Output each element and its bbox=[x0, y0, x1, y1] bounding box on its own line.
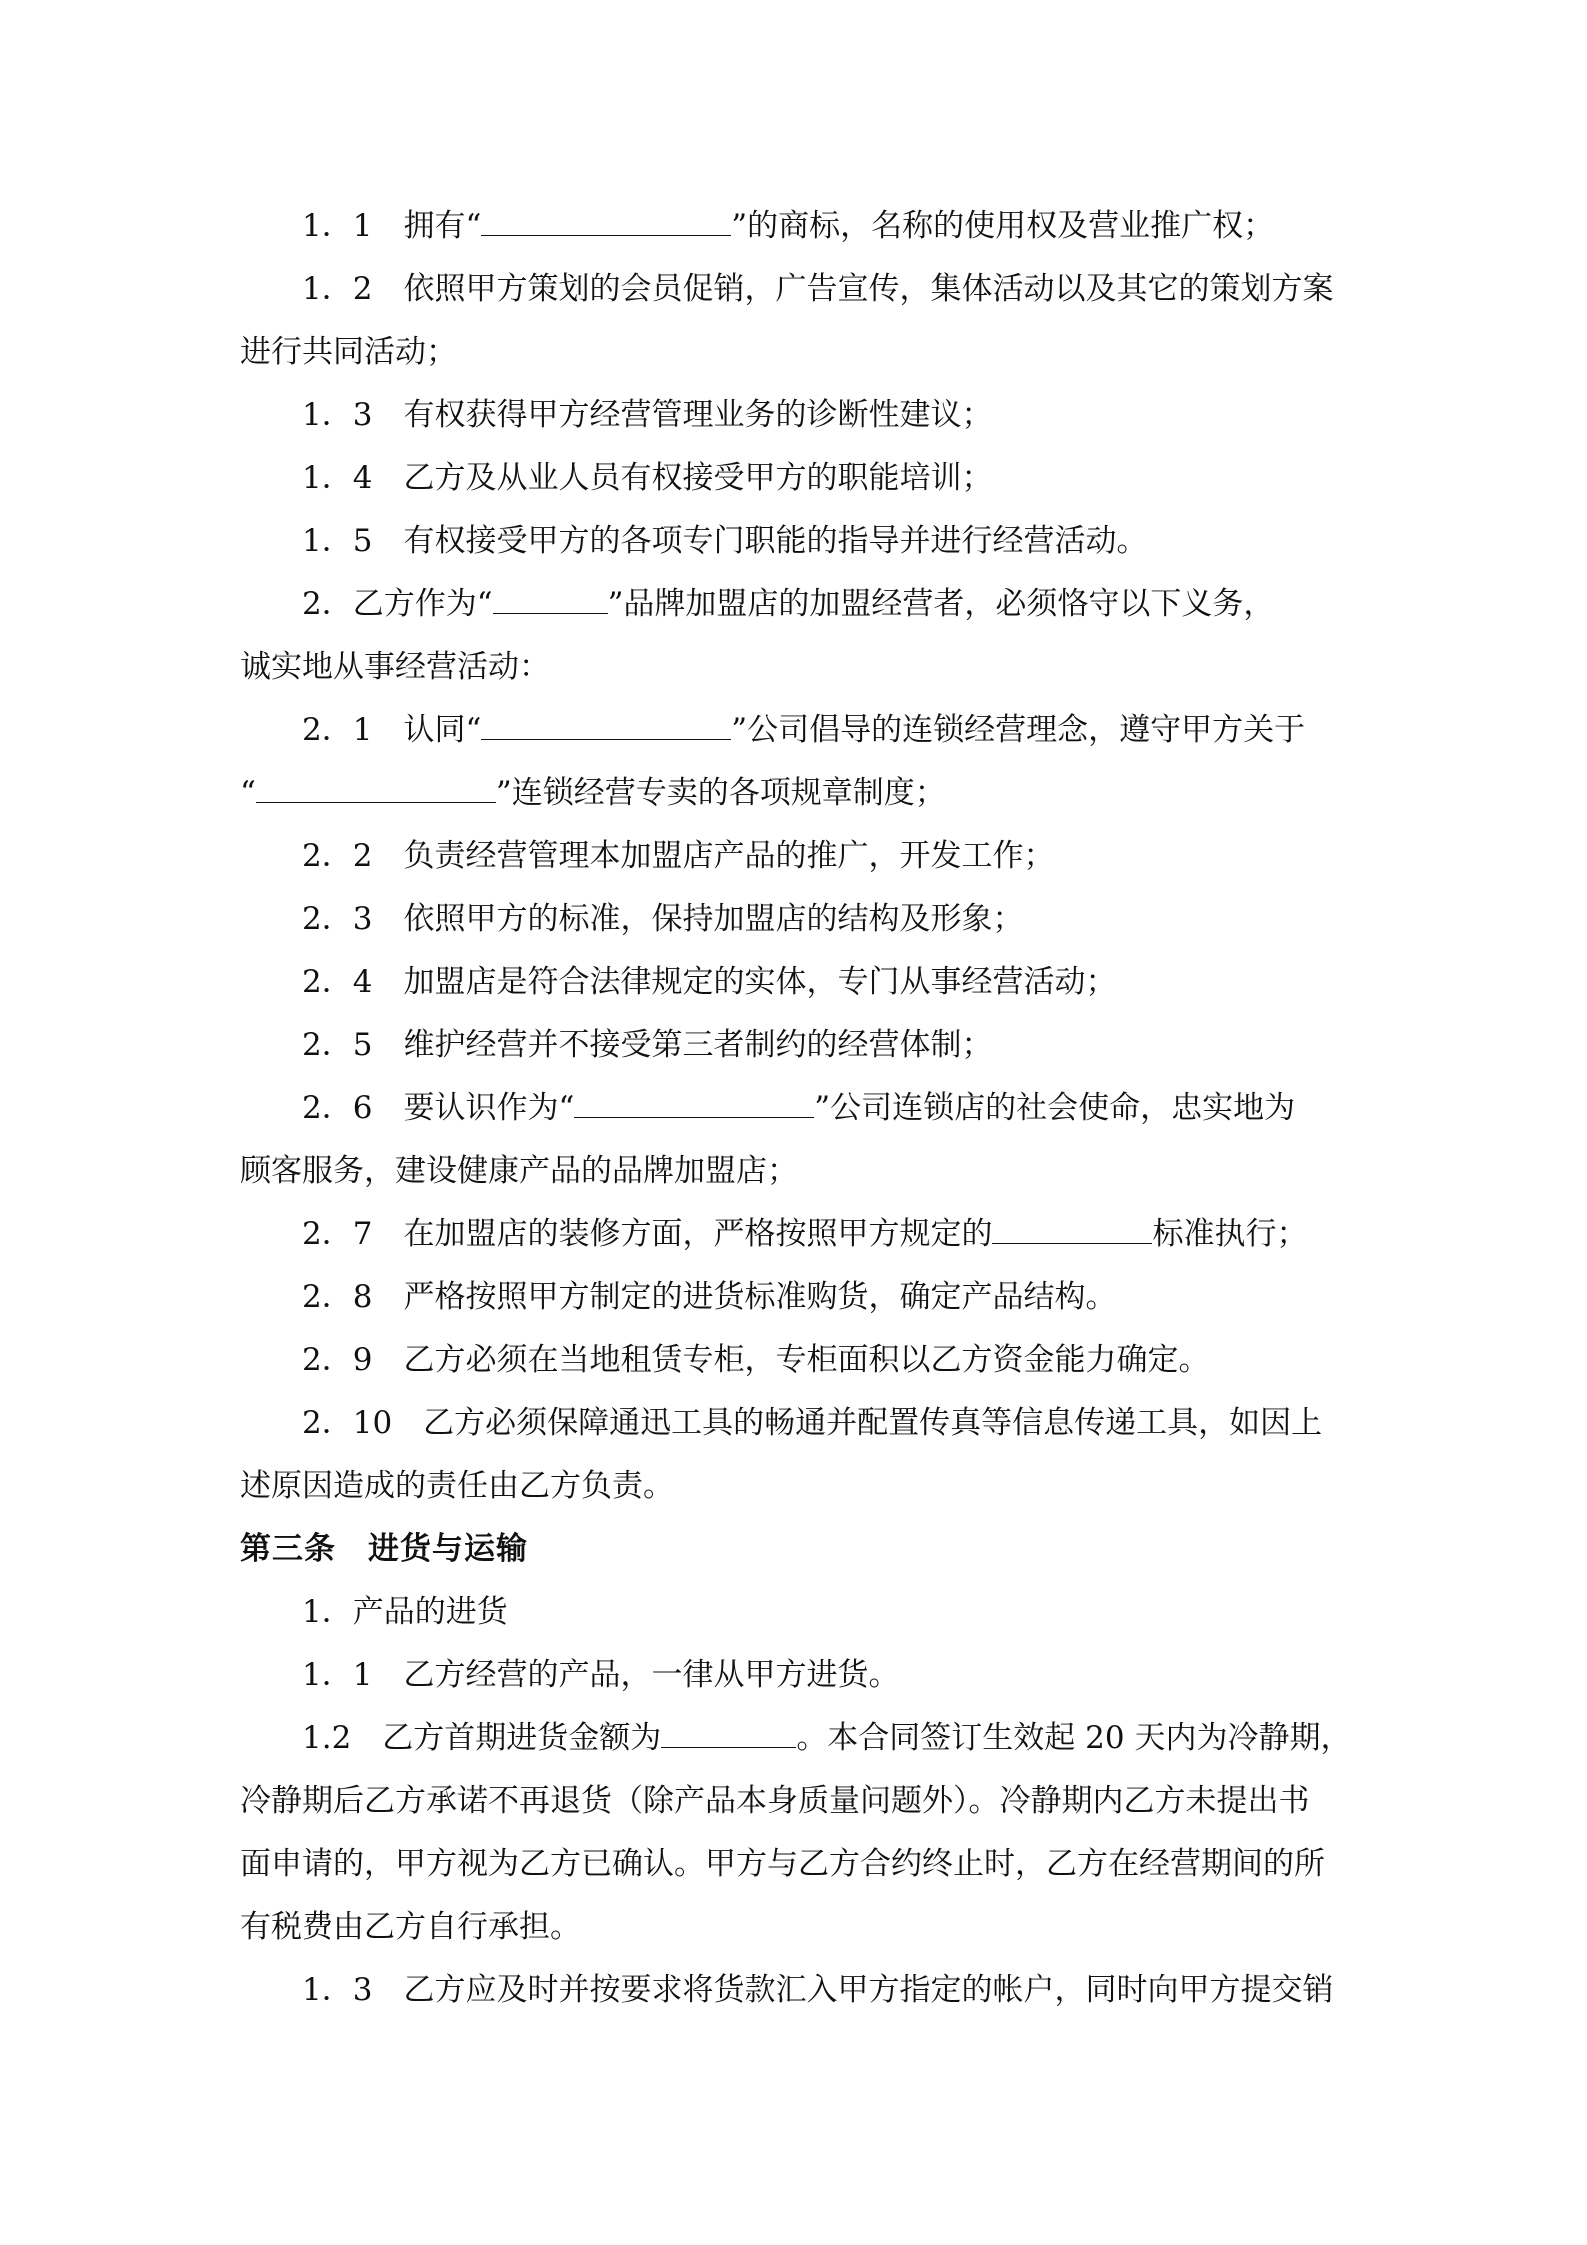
clause-2-1 bbox=[240, 699, 1350, 762]
blank-field bbox=[992, 1215, 1152, 1244]
clause-text: 诚实地从事经营活动： bbox=[240, 649, 550, 685]
clause-text: 冷静期后乙方承诺不再退货（除产品本身质量问题外）。冷静期内乙方未提出书 bbox=[240, 1783, 1310, 1819]
clause-text: 1．1 乙方经营的产品，一律从甲方进货。 bbox=[302, 1657, 900, 1693]
clause-text: 2．3 依照甲方的标准，保持加盟店的结构及形象； bbox=[302, 901, 1024, 937]
clause-text: 2．9 乙方必须在当地租赁专柜，专柜面积以乙方资金能力确定。 bbox=[302, 1342, 1210, 1378]
clause-1-4 bbox=[240, 447, 1350, 510]
clause-2-6 bbox=[240, 1077, 1350, 1140]
clause-3-1-2-cont bbox=[240, 1896, 1350, 1959]
clause-text: 1．4 乙方及从业人员有权接受甲方的职能培训； bbox=[302, 460, 993, 496]
clause-text: 述原因造成的责任由乙方负责。 bbox=[240, 1468, 674, 1504]
clause-text: 进行共同活动； bbox=[240, 334, 457, 370]
clause-2-9 bbox=[240, 1329, 1350, 1392]
clause-2-cont bbox=[240, 636, 1350, 699]
clause-text: 2．1 认同“ bbox=[302, 712, 482, 748]
heading-text: 第三条 进货与运输 bbox=[240, 1531, 528, 1567]
clause-text: ”的商标，名称的使用权及营业推广权； bbox=[731, 208, 1275, 244]
clause-text: 1．3 有权获得甲方经营管理业务的诊断性建议； bbox=[302, 397, 993, 433]
clause-text: 标准执行； bbox=[1152, 1216, 1308, 1252]
clause-text: 2．4 加盟店是符合法律规定的实体，专门从事经营活动； bbox=[302, 964, 1117, 1000]
clause-2-10 bbox=[240, 1392, 1350, 1455]
clause-text: 1．1 拥有“ bbox=[302, 208, 482, 244]
clause-text: “ bbox=[240, 775, 256, 811]
blank-field bbox=[661, 1719, 796, 1748]
blank-field bbox=[481, 207, 731, 236]
clause-3-1-2-cont bbox=[240, 1833, 1350, 1896]
clause-text: ”品牌加盟店的加盟经营者，必须恪守以下义务， bbox=[607, 586, 1275, 622]
clause-text: 2．5 维护经营并不接受第三者制约的经营体制； bbox=[302, 1027, 993, 1063]
clause-text: 2．6 要认识作为“ bbox=[302, 1090, 575, 1126]
clause-3-1-3 bbox=[240, 1959, 1350, 2022]
clause-1-3 bbox=[240, 384, 1350, 447]
document-body bbox=[240, 195, 1350, 2022]
clause-text: ”公司连锁店的社会使命，忠实地为 bbox=[814, 1090, 1296, 1126]
clause-2-7 bbox=[240, 1203, 1350, 1266]
clause-text: 1．5 有权接受甲方的各项专门职能的指导并进行经营活动。 bbox=[302, 523, 1148, 559]
clause-2-10-cont bbox=[240, 1455, 1350, 1518]
clause-2-4 bbox=[240, 951, 1350, 1014]
clause-2-2 bbox=[240, 825, 1350, 888]
clause-text: ”连锁经营专卖的各项规章制度； bbox=[495, 775, 946, 811]
clause-2 bbox=[240, 573, 1350, 636]
clause-text: 1.2 乙方首期进货金额为 bbox=[302, 1720, 662, 1756]
clause-2-6-cont bbox=[240, 1140, 1350, 1203]
blank-field bbox=[574, 1089, 814, 1118]
clause-text: 2．乙方作为“ bbox=[302, 586, 493, 622]
clause-1-1 bbox=[240, 195, 1350, 258]
clause-text: 顾客服务，建设健康产品的品牌加盟店； bbox=[240, 1153, 798, 1189]
clause-2-1-cont bbox=[240, 762, 1350, 825]
clause-text: 2．8 严格按照甲方制定的进货标准购货，确定产品结构。 bbox=[302, 1279, 1117, 1315]
clause-text: 2．2 负责经营管理本加盟店产品的推广，开发工作； bbox=[302, 838, 1055, 874]
clause-1-2 bbox=[240, 258, 1350, 321]
clause-2-5 bbox=[240, 1014, 1350, 1077]
clause-3-1-2-cont bbox=[240, 1770, 1350, 1833]
blank-field bbox=[493, 585, 608, 614]
clause-3-1-1 bbox=[240, 1644, 1350, 1707]
clause-text: 1．产品的进货 bbox=[302, 1594, 508, 1630]
clause-1-2-cont bbox=[240, 321, 1350, 384]
clause-text: 2．7 在加盟店的装修方面，严格按照甲方规定的 bbox=[302, 1216, 993, 1252]
clause-3-1-2 bbox=[240, 1707, 1350, 1770]
clause-1-5 bbox=[240, 510, 1350, 573]
blank-field bbox=[256, 774, 496, 803]
clause-text: 有税费由乙方自行承担。 bbox=[240, 1909, 581, 1945]
clause-text: 面申请的，甲方视为乙方已确认。甲方与乙方合约终止时，乙方在经营期间的所 bbox=[240, 1846, 1325, 1882]
clause-2-8 bbox=[240, 1266, 1350, 1329]
section-heading bbox=[240, 1518, 1350, 1581]
clause-2-3 bbox=[240, 888, 1350, 951]
clause-text: 。本合同签订生效起 20 天内为冷静期， bbox=[796, 1720, 1352, 1756]
clause-3-1 bbox=[240, 1581, 1350, 1644]
clause-text: 2．10 乙方必须保障通迅工具的畅通并配置传真等信息传递工具，如因上 bbox=[302, 1405, 1323, 1441]
clause-text: 1．3 乙方应及时并按要求将货款汇入甲方指定的帐户，同时向甲方提交销 bbox=[302, 1972, 1334, 2008]
clause-text: ”公司倡导的连锁经营理念，遵守甲方关于 bbox=[731, 712, 1306, 748]
blank-field bbox=[481, 711, 731, 740]
clause-text: 1．2 依照甲方策划的会员促销，广告宣传，集体活动以及其它的策划方案 bbox=[302, 271, 1334, 307]
